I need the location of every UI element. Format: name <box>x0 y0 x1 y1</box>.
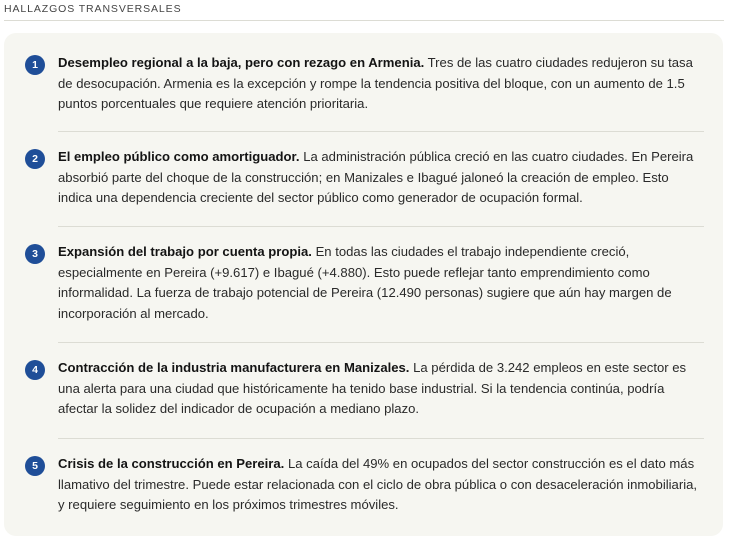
divider <box>58 226 704 227</box>
finding-text <box>58 242 704 324</box>
divider <box>58 438 704 439</box>
finding-text <box>58 147 704 209</box>
finding-body: La pérdida de 3.242 empleos en este sector es una alerta para una ciudad que históricamente ha tenido base industrial. Si la tendencia continúa, podría afectar la solidez del indicador de ocupación a mediano plazo. <box>58 360 687 417</box>
finding-number-badge: 1 <box>25 55 45 75</box>
section-title: HALLAZGOS TRANSVERSALES <box>4 3 182 15</box>
divider <box>58 131 704 132</box>
finding-text <box>58 454 704 516</box>
finding-lead: Crisis de la construcción en Pereira. <box>58 456 285 471</box>
findings-card <box>4 33 723 536</box>
finding-body: En todas las ciudades el trabajo independiente creció, especialmente en Pereira (+9.617) e Ibagué (+4.880). Esto puede reflejar tanto emprendimiento como informalidad. La fuerza de trabajo potencial de Pereira (12.490 personas) sugiere que aún hay margen de incorporación al mercado. <box>58 244 672 321</box>
finding-body: La caída del 49% en ocupados del sector construcción es el dato más llamativo del trimestre. Puede estar relacionada con el ciclo de obra pública o con desaceleración inmobiliaria, y requiere seguimiento en los próximos trimestres móviles. <box>58 456 698 513</box>
finding-text <box>58 53 704 115</box>
finding-number-badge: 2 <box>25 149 45 169</box>
finding-lead: Desempleo regional a la baja, pero con rezago en Armenia. <box>58 55 425 70</box>
finding-lead: Contracción de la industria manufacturera en Manizales. <box>58 360 410 375</box>
divider <box>58 342 704 343</box>
finding-lead: Expansión del trabajo por cuenta propia. <box>58 244 312 259</box>
finding-body: La administración pública creció en las cuatro ciudades. En Pereira absorbió parte del choque de la construcción; en Manizales e Ibagué jaloneó la creación de empleo. Esto indica una dependencia creciente del sector público como generador de ocupación formal. <box>58 149 694 206</box>
finding-number-badge: 4 <box>25 360 45 380</box>
finding-body: Tres de las cuatro ciudades redujeron su tasa de desocupación. Armenia es la excepción y rompe la tendencia positiva del bloque, con un aumento de 1.5 puntos porcentuales que requiere atención prioritaria. <box>58 55 693 112</box>
finding-lead: El empleo público como amortiguador. <box>58 149 300 164</box>
section-header <box>4 0 724 21</box>
finding-number-badge: 3 <box>25 244 45 264</box>
finding-number-badge: 5 <box>25 456 45 476</box>
finding-text <box>58 358 704 420</box>
